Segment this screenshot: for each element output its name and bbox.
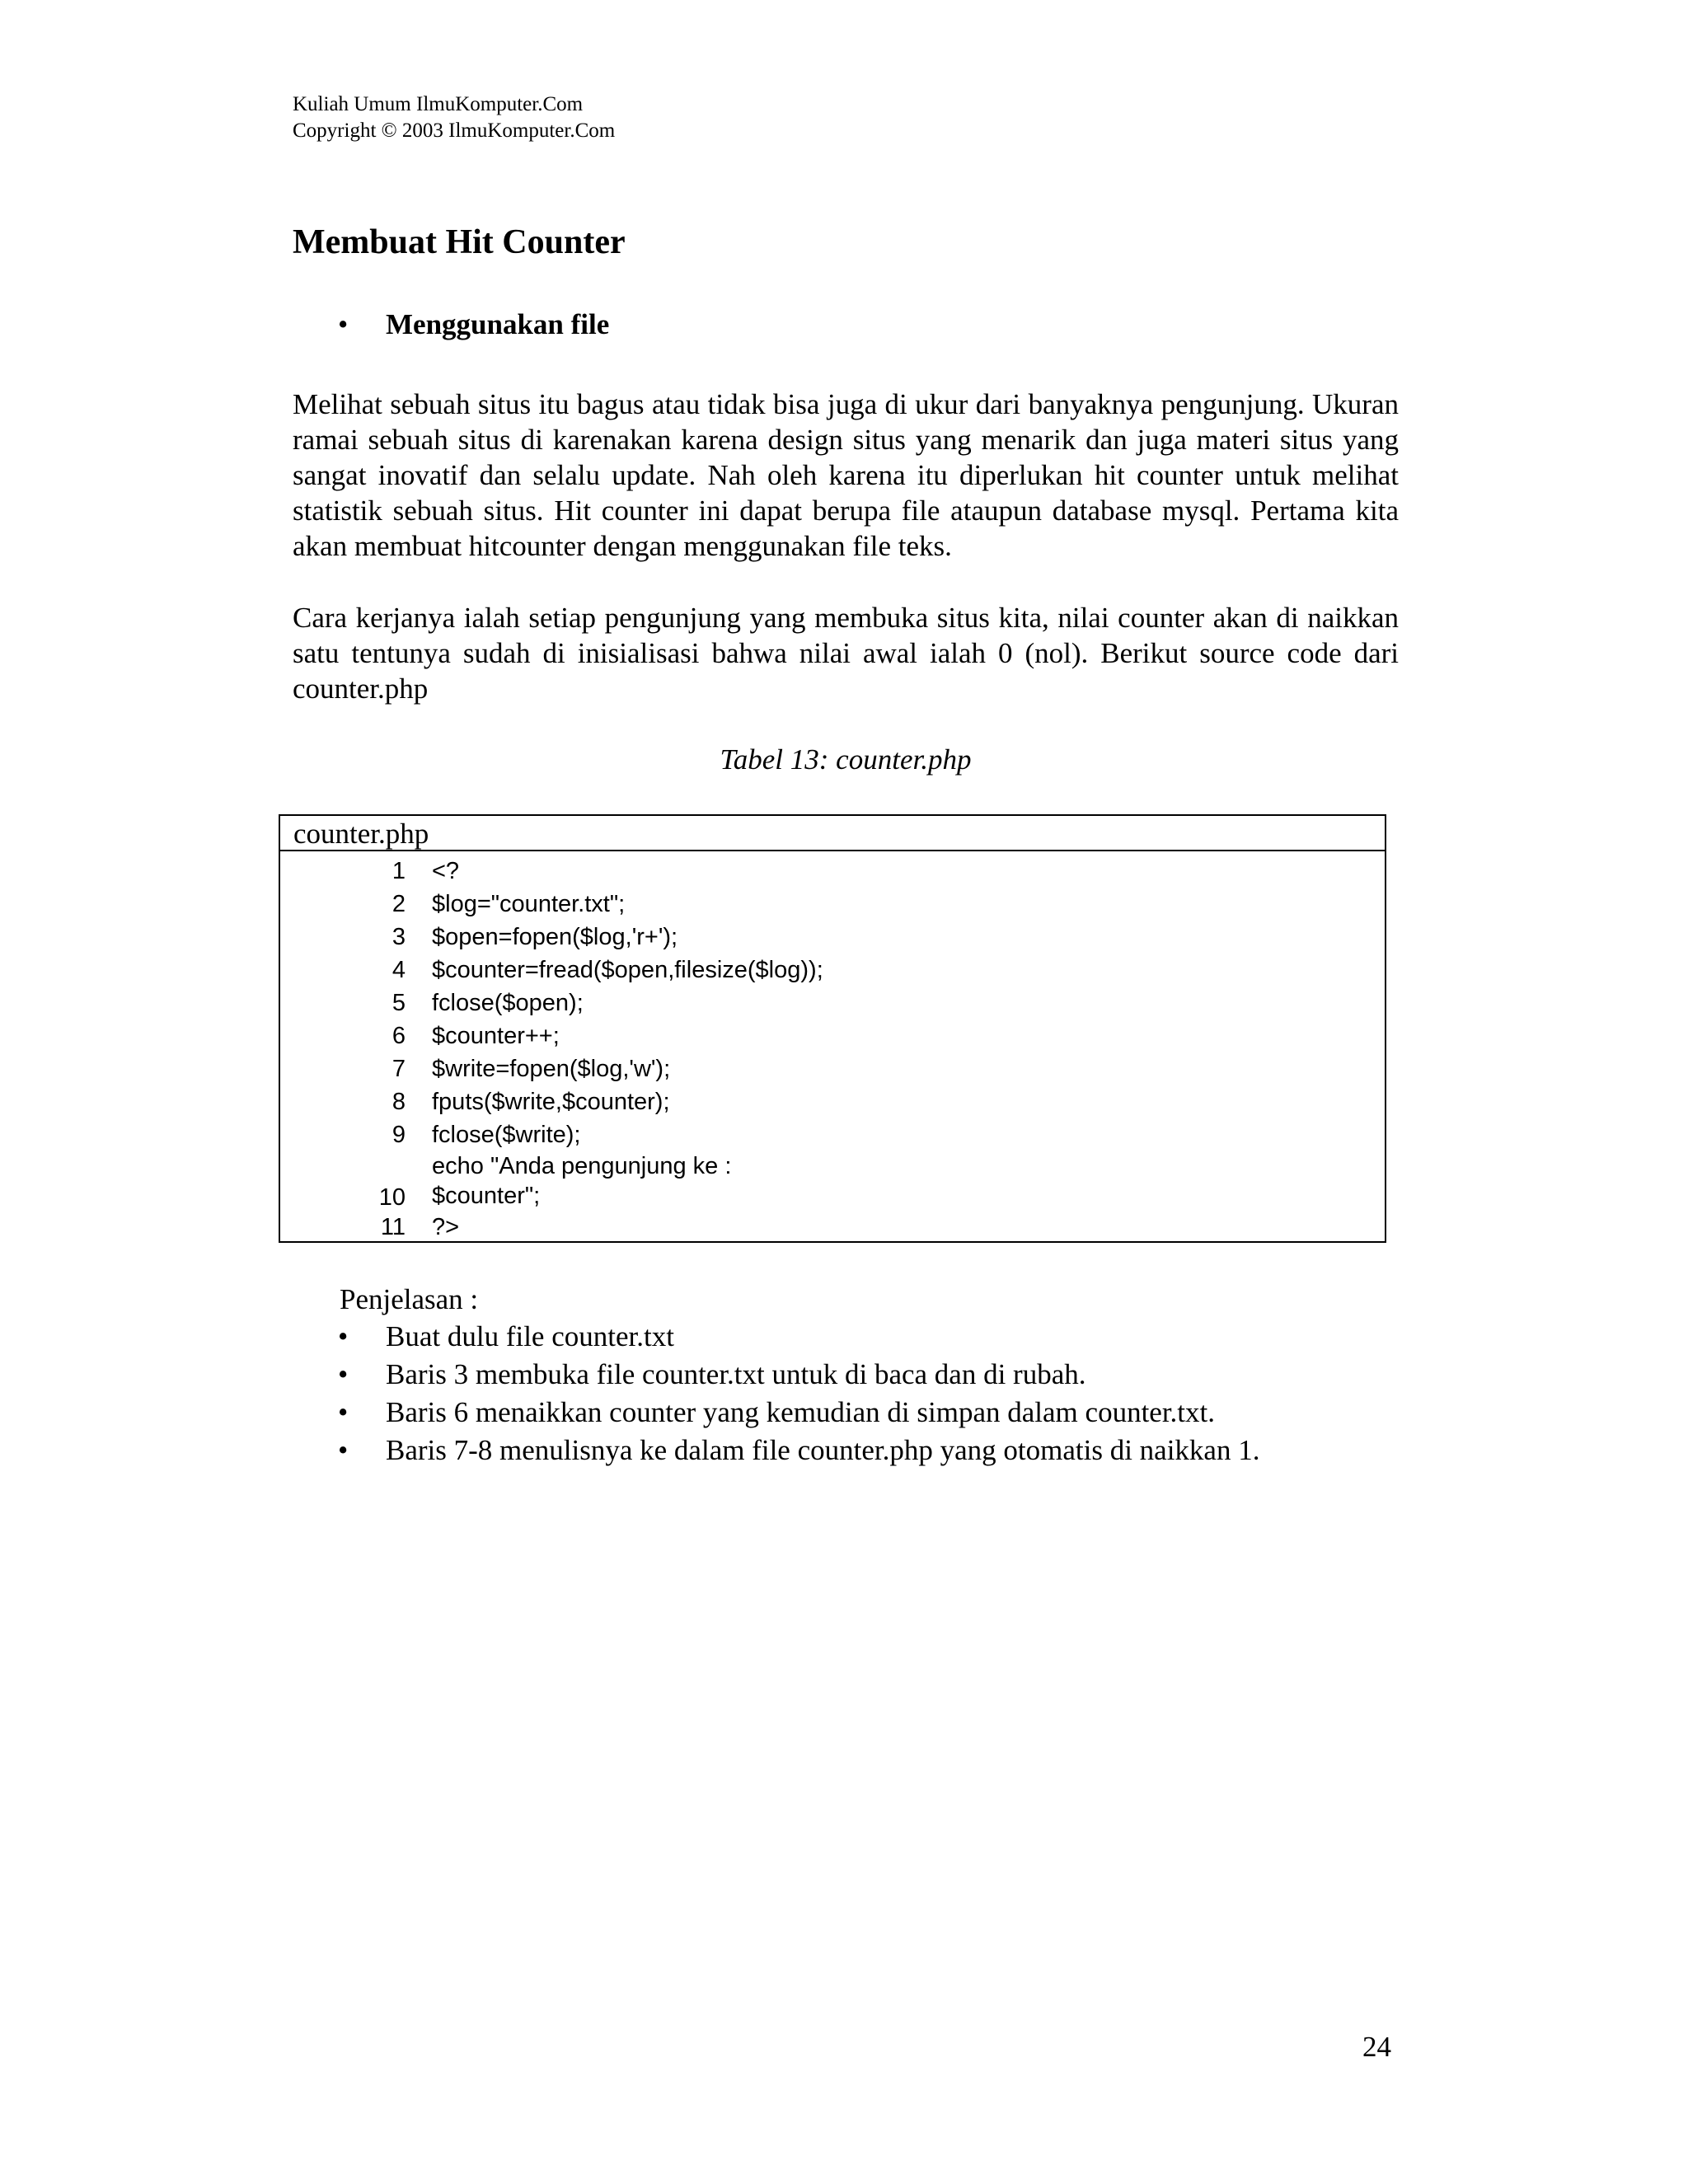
section-heading [338, 307, 609, 343]
line-number: 6 [392, 1023, 406, 1049]
bullet-icon: • [338, 1434, 349, 1466]
list-item-text: Baris 7-8 menulisnya ke dalam file counter.php yang otomatis di naikkan 1. [386, 1434, 1260, 1466]
code-table-title: counter.php [280, 816, 1385, 851]
list-item-text: Baris 3 membuka file counter.txt untuk di baca dan di rubah. [386, 1358, 1086, 1390]
line-code: fclose($write); [432, 1122, 581, 1148]
method-paragraph: Cara kerjanya ialah setiap pengunjung yang membuka situs kita, nilai counter akan di naikkan satu tentunya sudah di inisialisasi bahwa nilai awal ialah 0 (nol). Berikut source code dari counter.php [293, 602, 1399, 705]
line-code: ?> [432, 1214, 460, 1240]
line-code: echo "Anda pengunjung ke : $counter"; [432, 1153, 732, 1209]
line-code: fclose($open); [432, 990, 584, 1016]
line-code: fputs($write,$counter); [432, 1089, 670, 1115]
code-table [279, 814, 1386, 1243]
line-number: 11 [380, 1214, 406, 1240]
list-item [338, 1318, 1259, 1356]
list-item [338, 1356, 1259, 1394]
table-caption: Tabel 13: counter.php [720, 743, 972, 776]
line-code: $open=fopen($log,'r+'); [432, 924, 678, 950]
page-header [293, 91, 615, 144]
line-number: 1 [392, 858, 406, 884]
line-code: $write=fopen($log,'w'); [432, 1056, 671, 1082]
line-number: 7 [392, 1056, 406, 1082]
header-copyright-line: Copyright © 2003 IlmuKomputer.Com [293, 120, 616, 142]
bullet-icon: • [338, 1358, 349, 1390]
bullet-icon: • [338, 1320, 349, 1352]
line-number: 10 [378, 1184, 406, 1211]
line-number: 9 [392, 1122, 406, 1148]
line-code: $counter=fread($open,filesize($log)); [432, 957, 823, 983]
line-code: $log="counter.txt"; [432, 891, 626, 917]
list-item-text: Baris 6 menaikkan counter yang kemudian di simpan dalam counter.txt. [386, 1396, 1215, 1428]
list-item-text: Buat dulu file counter.txt [386, 1320, 674, 1352]
line-number: 5 [392, 990, 406, 1016]
page-title: Membuat Hit Counter [293, 223, 626, 261]
page-number: 24 [1362, 2031, 1391, 2063]
list-item [338, 1394, 1259, 1432]
code-listing [280, 851, 1385, 1243]
header-course-line: Kuliah Umum IlmuKomputer.Com [293, 93, 584, 115]
list-item [338, 1432, 1259, 1469]
line-number: 4 [392, 957, 406, 983]
intro-paragraph: Melihat sebuah situs itu bagus atau tidak bisa juga di ukur dari banyaknya pengunjung. Ukuran ramai sebuah situs di karenakan karena design situs yang menarik dan juga materi situs yang sangat inovatif dan selalu update. Nah oleh karena itu diperlukan hit counter untuk melihat statistik sebuah situs. Hit counter ini dapat berupa file ataupun database mysql. Pertama kita akan membuat hitcounter dengan menggunakan file teks. [293, 388, 1399, 562]
line-number: 3 [392, 924, 406, 950]
line-code: $counter++; [432, 1023, 560, 1049]
line-number: 8 [392, 1089, 406, 1115]
section-heading-label: Menggunakan file [386, 308, 610, 340]
line-number: 2 [392, 891, 406, 917]
bullet-icon: • [338, 1396, 349, 1428]
explanation-list [338, 1318, 1259, 1469]
explanation-label: Penjelasan : [340, 1283, 479, 1315]
line-code: <? [432, 858, 460, 884]
bullet-icon: • [338, 308, 349, 340]
